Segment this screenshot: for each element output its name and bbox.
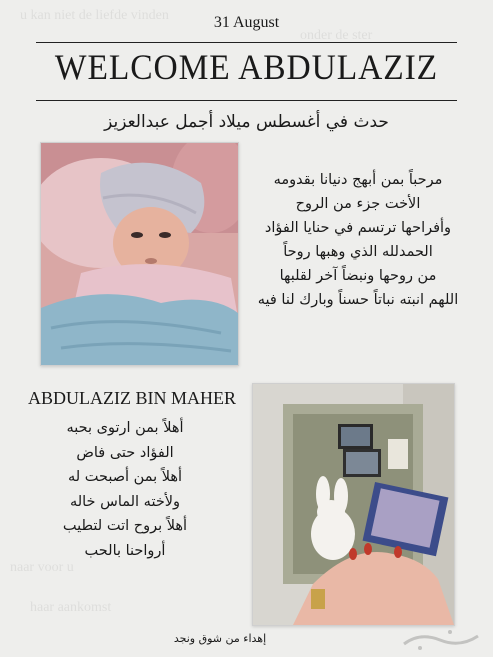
poem-line: أهلاً بروح اتت لتطيب [62,518,188,534]
watermark-logo [400,628,482,652]
gift-photo-image [253,384,454,625]
poem-line: اللهم انبته نباتاً حسناً وبارك لنا فيه [257,292,459,308]
poem-line: أهلاً بمن ارتوى بحبه [66,420,184,436]
subtitle: حدث في أغسطس ميلاد أجمل عبدالعزيز [104,112,389,132]
poem-line: أهلاً بمن أصبحت له [67,469,183,485]
top-rule [36,42,457,43]
welcome-poem [253,168,463,312]
gift-photo [252,383,455,626]
baby-name-heading: ABDULAZIZ BIN MAHER [28,388,236,408]
bottom-rule [36,100,457,101]
date-label: 31 August [213,14,280,31]
poem-line: وأفراحها ترتسم في حنايا الفؤاد [264,220,452,236]
newborn-photo-image [41,143,238,365]
page-title: WELCOME ABDULAZIZ [54,47,439,87]
newborn-photo [40,142,239,366]
poem-line: مرحباً بمن أبهج دنيانا بقدومه [273,172,443,188]
poem-line: ولأخته الماس خاله [69,493,181,510]
dedication-text: إهداء من شوق ونجد [173,632,267,645]
poem-line: من روحها ونبضاً آخر لقلبها [279,268,437,284]
background-texture: u kan niet de liefde vinden onder de ster naar voor u haar aankomst [10,8,373,615]
greeting-poem [30,416,220,563]
poem-line: أرواحنا بالحب [84,542,166,559]
poem-line: الأخت جزء من الروح [295,196,421,212]
poem-line: الحمدلله الذي وهبها روحاً [283,244,433,260]
poem-line: الفؤاد حتى فاض [76,444,174,461]
